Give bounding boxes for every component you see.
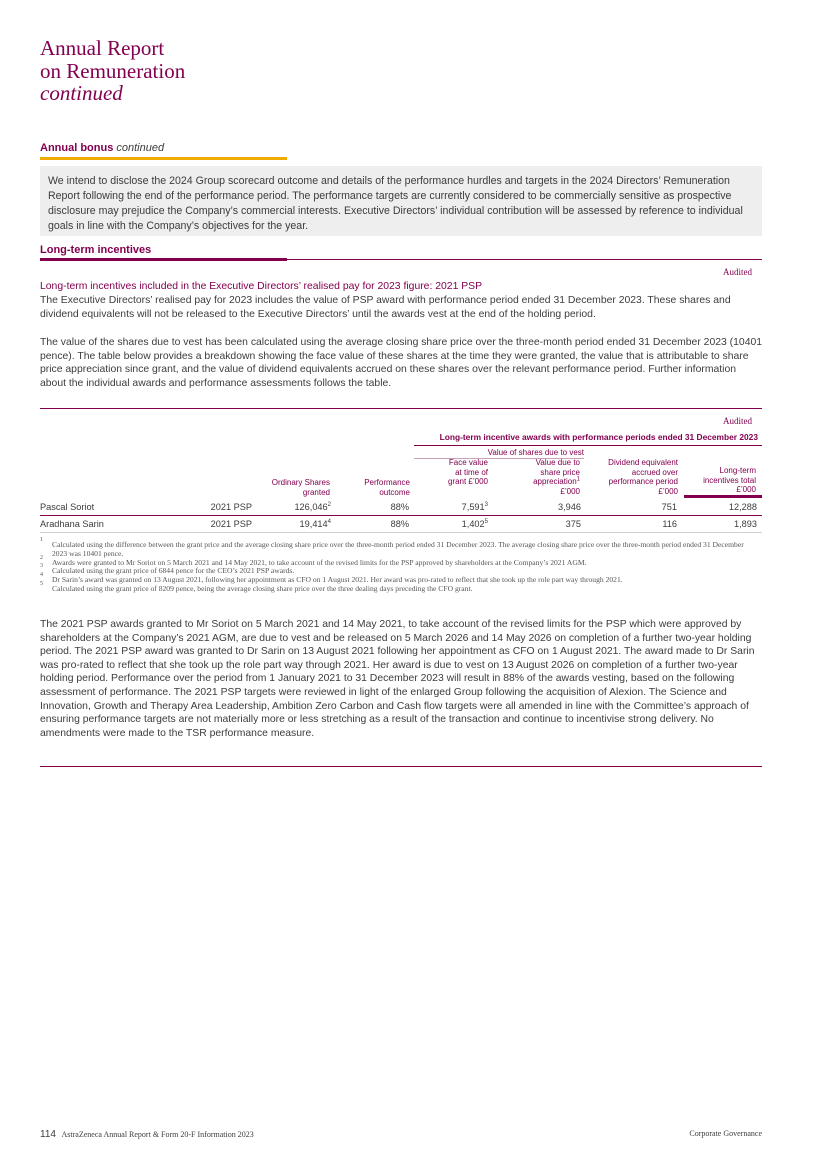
- section-accent-rule: [40, 157, 287, 160]
- annual-bonus-heading: Annual bonus continued: [40, 142, 165, 154]
- footer-left: [40, 1129, 254, 1140]
- lti-rule-accent: [40, 258, 287, 261]
- page-title: [40, 37, 185, 105]
- table-row: [40, 516, 762, 533]
- col-header-value-due: Value due to share price appreciation$^1$ £’000: [533, 458, 580, 496]
- footnote-1: 1 Calculated using the difference between the grant price and the average closing share price over the three-month period ended 31 December 2023. The average closing share price over the three-month period ended 31 December 2023 was 10401 pence.: [40, 537, 744, 558]
- footnotes: [40, 537, 760, 594]
- row-total: 1,893: [677, 516, 762, 533]
- annual-bonus-heading-suffix: continued: [116, 142, 165, 154]
- row-total: 12,288: [677, 499, 762, 516]
- col-header-ordinary-shares: Ordinary Shares granted: [271, 478, 330, 497]
- col-header-performance-outcome: Performance outcome: [364, 478, 410, 497]
- title-line-1: Annual Report: [40, 36, 165, 60]
- table-subgroup-header: Value of shares due to vest: [487, 448, 584, 457]
- row-outcome: 88%: [331, 499, 409, 516]
- table-row: [40, 499, 762, 516]
- footnote-5: 5 Calculated using the grant price of 8209 pence, being the average closing share price over the three dealing days preceding the CFO grant.: [40, 580, 473, 593]
- col-header-dividend: Dividend equivalent accrued over performance period £’000: [608, 458, 678, 496]
- lti-heading: Long-term incentives: [40, 244, 152, 256]
- footnote-2: 2 Awards were granted to Mr Soriot on 5 March 2021 and 14 May 2021, to take account of the revised limits for the PSP approved by shareholders at the Company’s 2021 AGM.: [40, 554, 587, 567]
- row-outcome: 88%: [331, 516, 409, 533]
- footnote-3: 3 Calculated using the grant price of 6844 pence for the CEO’s 2021 PSP awards.: [40, 563, 295, 576]
- row-plan: 2021 PSP: [180, 499, 252, 516]
- closing-rule: [40, 766, 762, 767]
- table-top-rule: [40, 408, 762, 409]
- lti-subheading: Long-term incentives included in the Executive Directors’ realised pay for 2023 figure: 2021 PSP: [40, 281, 483, 292]
- audited-label: Audited: [723, 267, 752, 277]
- title-line-2: on Remuneration: [40, 58, 186, 83]
- footer-publication: AstraZeneca Annual Report & Form 20-F Information 2023: [61, 1130, 254, 1139]
- page-number: 114: [40, 1129, 56, 1140]
- total-col-accent: [684, 495, 762, 498]
- annual-bonus-box: [40, 166, 762, 236]
- footer-section: Corporate Governance: [689, 1129, 762, 1138]
- row-shares: 19,414$^4$: [252, 516, 331, 533]
- title-line-3: continued: [40, 81, 123, 105]
- lti-paragraph-1: The Executive Directors’ realised pay for 2023 includes the value of PSP award with performance period ended 31 December 2023. These shares and dividend equivalents will not be released to the Executive Directors’ until the awards vest at the end of the holding period.: [40, 295, 731, 320]
- col-header-face-value: Face value at time of grant £’000: [447, 458, 488, 487]
- col-header-total: Long-term incentives total £’000: [703, 466, 756, 495]
- row-plan: 2021 PSP: [180, 516, 252, 533]
- table-group-header: Long-term incentive awards with performance periods ended 31 December 2023: [439, 432, 758, 442]
- row-name: Pascal Soriot: [40, 499, 180, 516]
- row-dividend: 751: [581, 499, 677, 516]
- row-face-value: 7,591$^3$: [409, 499, 488, 516]
- row-name: Aradhana Sarin: [40, 516, 180, 533]
- annual-bonus-text: We intend to disclose the 2024 Group scorecard outcome and details of the performance hurdles and targets in the 2024 Directors’ Remuneration Report following the end of the performance period. The performance targets are currently considered to be commercially sensitive as prospective disclosure may prejudice the Company’s commercial interests. Executive Directors’ individual contribution will be assessed by reference to individual goals in line with the Company’s objectives for the year.: [48, 175, 743, 232]
- awards-table: [40, 499, 762, 533]
- row-value-due: 375: [488, 516, 581, 533]
- table-group-rule: [414, 445, 762, 446]
- table-audited-label: Audited: [723, 416, 752, 426]
- closing-paragraph: The 2021 PSP awards granted to Mr Soriot on 5 March 2021 and 14 May 2021, to take account of the revised limits for the PSP which were approved by shareholders at the Company’s 2021 AGM, are due to vest and be released on 5 March 2026 and 14 May 2026 on completion of a further two-year holding period. The 2021 PSP award was granted to Dr Sarin on 13 August 2021 following her appointment as CFO on 1 August 2021. The award made to Dr Sarin was pro-rated to reflect that she took up the role part way through 2021. Her award is due to vest on 13 August 2026 on completion of a further two-year holding period. Performance over the period from 1 January 2021 to 31 December 2023 will result in 88% of the awards vesting, based on the following assessment of performance. The 2021 PSP targets were reviewed in light of the enlarged Group following the acquisition of Alexion. The Science and Innovation, Growth and Therapy Area Leadership, Ambition Zero Carbon and Cash flow targets were all amended in line with the Committee’s approach of ensuring performance targets are not materially more or less stretching as a result of the transaction and continue to incentivise strong delivery. No amendments were made to the TSR performance measure.: [40, 619, 755, 739]
- lti-paragraph-2: The value of the shares due to vest has been calculated using the average closing share price over the three-month period ended 31 December 2023 (10401 pence). The table below provides a breakdown showing the face value of these shares at the time they were granted, the value that is attributable to share price appreciation since grant, and the value of dividend equivalents accrued on these shares over the relevant performance period. Further information about the individual awards and performance assessments follows the table.: [40, 337, 763, 389]
- row-shares: 126,046$^2$: [252, 499, 331, 516]
- row-dividend: 116: [581, 516, 677, 533]
- row-face-value: 1,402$^5$: [409, 516, 488, 533]
- footnote-4: 4 Dr Sarin’s award was granted on 13 August 2021, following her appointment as CFO on 1 August 2021. Her award was pro-rated to reflect that she took up the role part way through 2021.: [40, 572, 623, 585]
- row-value-due: 3,946: [488, 499, 581, 516]
